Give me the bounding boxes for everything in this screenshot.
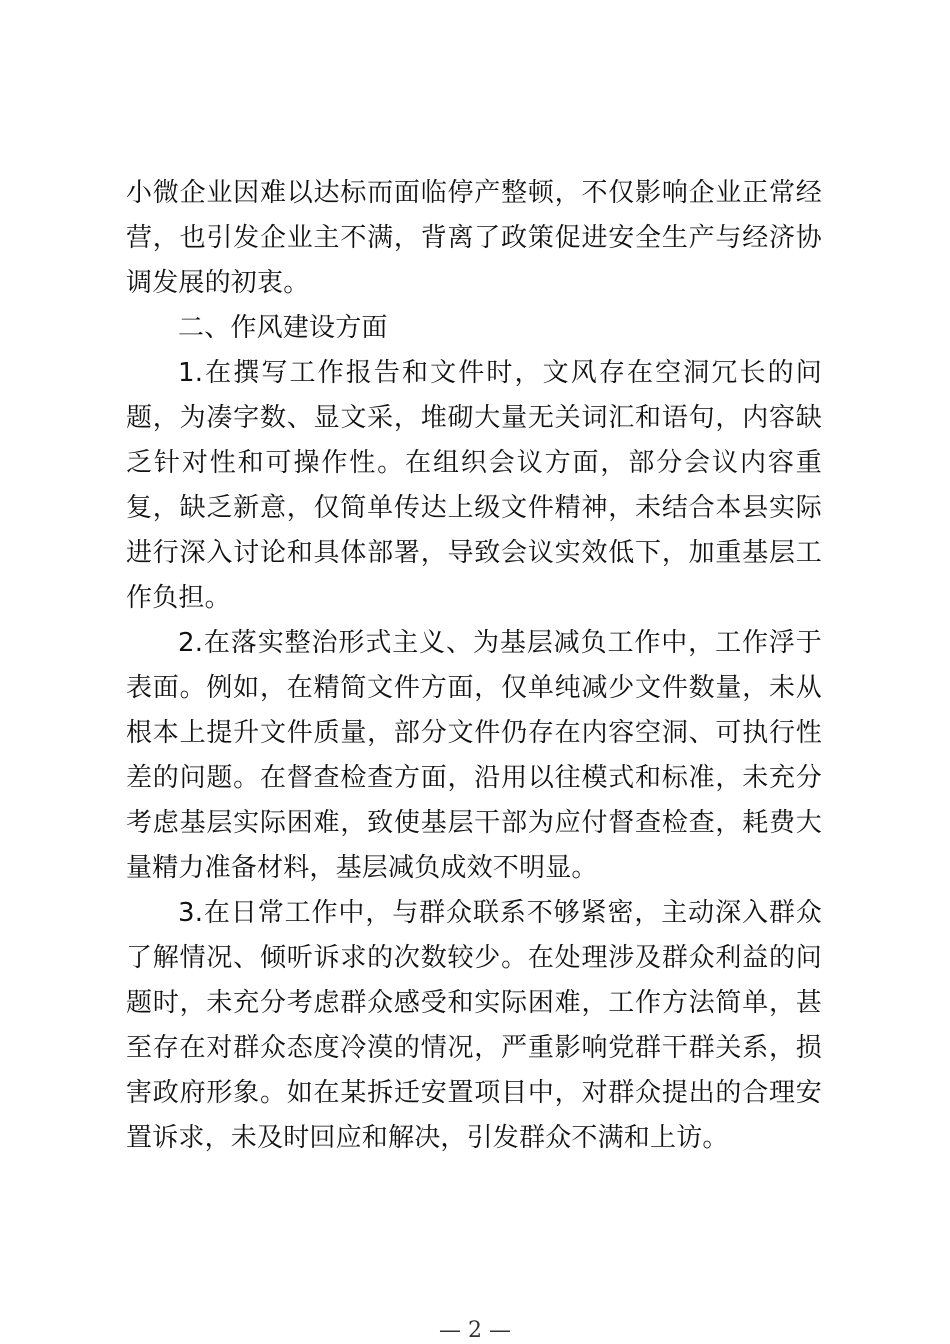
- paragraph-item-2: 2.在落实整治形式主义、为基层减负工作中，工作浮于表面。例如，在精简文件方面，仅单纯减少文件数量，未从根本上提升文件质量，部分文件仍存在内容空洞、可执行性差的问题。在督查检查方面，沿用以往模式和标准，未充分考虑基层实际困难，致使基层干部为应付督查检查，耗费大量精力准备材料，基层减负成效不明显。: [126, 628, 822, 883]
- page-number: — 2 —: [439, 1318, 511, 1343]
- paragraph-continuation: 小微企业因难以达标而面临停产整顿，不仅影响企业正常经营，也引发企业主不满，背离了政策促进安全生产与经济协调发展的初衷。: [126, 178, 822, 298]
- paragraph-item-1: 1.在撰写工作报告和文件时，文风存在空洞冗长的问题，为凑字数、显文采，堆砌大量无关词汇和语句，内容缺乏针对性和可操作性。在组织会议方面，部分会议内容重复，缺乏新意，仅简单传达上级文件精神，未结合本县实际进行深入讨论和具体部署，导致会议实效低下，加重基层工作负担。: [126, 358, 822, 613]
- paragraph-item-3: 3.在日常工作中，与群众联系不够紧密，主动深入群众了解情况、倾听诉求的次数较少。在处理涉及群众利益的问题时，未充分考虑群众感受和实际困难，工作方法简单，甚至存在对群众态度冷漠的情况，严重影响党群干群关系，损害政府形象。如在某拆迁安置项目中，对群众提出的合理安置诉求，未及时回应和解决，引发群众不满和上访。: [126, 898, 822, 1153]
- section-heading: 二、作风建设方面: [178, 313, 388, 343]
- document-body: [126, 171, 822, 1161]
